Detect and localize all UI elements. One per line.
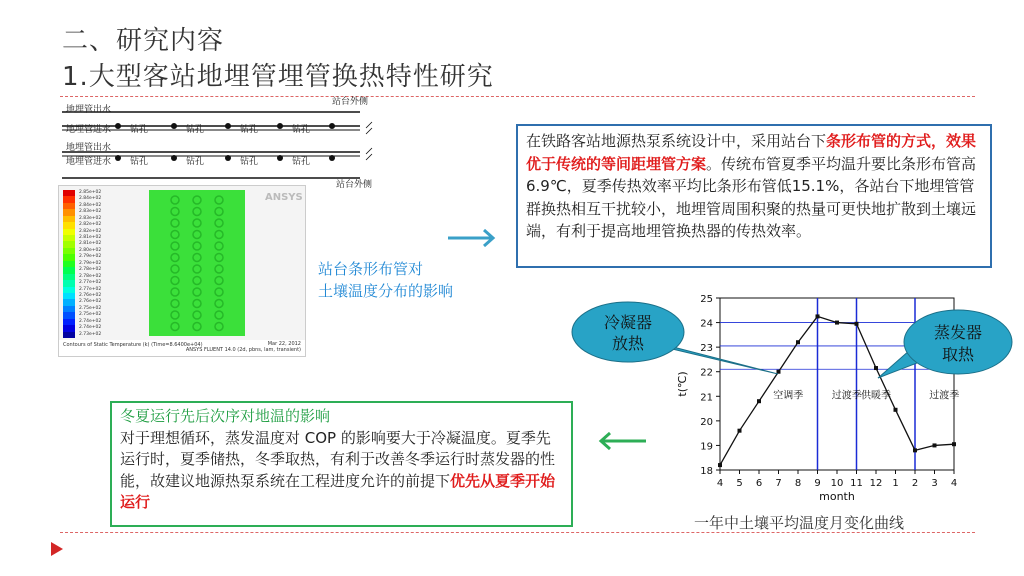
legend-value: 2.79e+02 <box>79 254 102 260</box>
borehole-ring <box>171 323 179 331</box>
slide-title: 1.大型客站地埋管埋管换热特性研究 <box>62 62 494 92</box>
borehole-ring <box>193 311 201 319</box>
borehole-ring <box>193 300 201 308</box>
layout-conclusion-text-2: 。传统布管夏季平均温升要比条形布管高6.9℃，夏季传热效率平均比条形布管低15.1%，各站台下地埋管管群换热相互干扰较小，地埋管周围积聚的热量可更快地扩散到土壤远端，有利于提高地埋管换热器的传热效率。 <box>526 154 977 240</box>
well-label: 钻孔 <box>292 157 311 167</box>
data-point <box>952 442 956 446</box>
borehole-ring <box>193 323 201 331</box>
borehole-ring <box>193 242 201 250</box>
x-tick-label: 12 <box>869 478 883 489</box>
legend-value: 2.82e+02 <box>79 222 102 228</box>
pipe-label-outlet-bottom: 地埋管出水 <box>66 143 112 153</box>
evaporator-callout-line1: 蒸发器 <box>933 323 983 342</box>
borehole-ring <box>215 219 223 227</box>
borehole-ring <box>215 300 223 308</box>
x-tick-label: 2 <box>911 478 919 489</box>
operation-order-text: 对于理想循环，蒸发温度对 COP 的影响要大于冷凝温度。夏季先运行时，夏季储热，冬季取热，有利于改善冬季运行时蒸发器的性能，故建议地源热泵系统在工程进度允许的前提下 <box>120 428 556 490</box>
x-tick-label: 7 <box>775 478 782 489</box>
footer-divider <box>60 532 975 533</box>
x-tick-label: 9 <box>814 478 821 489</box>
y-axis-label: t(℃) <box>676 371 689 397</box>
borehole-ring <box>215 288 223 296</box>
legend-value: 2.75e+02 <box>79 312 102 318</box>
legend-value: 2.78e+02 <box>79 273 102 279</box>
legend-value: 2.85e+02 <box>79 190 102 195</box>
well-label: 钻孔 <box>186 157 205 167</box>
y-tick-label: 18 <box>700 466 713 477</box>
legend-value: 2.81e+02 <box>79 235 102 241</box>
legend-value: 2.79e+02 <box>79 260 102 266</box>
legend-value: 2.81e+02 <box>79 241 102 247</box>
legend-value: 2.83e+02 <box>79 215 102 221</box>
data-point <box>757 399 761 403</box>
condenser-callout-line1: 冷凝器 <box>603 313 653 332</box>
y-tick-label: 19 <box>700 441 713 453</box>
contour-footer <box>59 340 305 356</box>
x-tick-label: 10 <box>830 478 844 489</box>
title-divider <box>60 96 975 97</box>
well-label: 钻孔 <box>186 125 205 135</box>
borehole-ring <box>171 219 179 227</box>
evaporator-callout <box>840 306 1018 386</box>
borehole-ring <box>193 254 201 262</box>
layout-conclusion-box <box>516 124 992 268</box>
y-tick-label: 20 <box>700 416 713 428</box>
evaporator-callout-line2: 取热 <box>941 345 975 364</box>
condenser-callout <box>568 300 788 380</box>
legend-value: 2.78e+02 <box>79 267 102 273</box>
legend-value: 2.75e+02 <box>79 305 102 311</box>
contour-caption <box>318 258 453 302</box>
borehole-ring <box>171 242 179 250</box>
legend-value: 2.76e+02 <box>79 292 102 298</box>
borehole-ring <box>171 208 179 216</box>
borehole-ring <box>193 208 201 216</box>
borehole-ring <box>171 196 179 204</box>
x-tick-label: 8 <box>794 478 802 489</box>
pipe-label-outside-bottom: 站台外侧 <box>336 180 373 190</box>
season-label: 过渡季 <box>929 390 960 402</box>
x-tick-label: 3 <box>931 478 938 489</box>
data-point <box>816 314 820 318</box>
x-tick-label: 4 <box>950 478 958 489</box>
pipe-label-outside-top: 站台外侧 <box>332 97 369 107</box>
borehole-ring <box>215 265 223 273</box>
well-label: 钻孔 <box>130 125 149 135</box>
legend-value: 2.77e+02 <box>79 286 102 292</box>
data-point <box>718 463 722 467</box>
borehole-ring <box>215 208 223 216</box>
y-tick-label: 25 <box>700 294 713 305</box>
data-point <box>913 448 917 452</box>
legend-value: 2.84e+02 <box>79 202 102 208</box>
borehole-ring <box>171 231 179 239</box>
legend-value: 2.73e+02 <box>79 331 102 337</box>
borehole-ring <box>171 288 179 296</box>
legend-value: 2.74e+02 <box>79 325 102 331</box>
legend-value: 2.74e+02 <box>79 318 102 324</box>
contour-caption-line2: 土壤温度分布的影响 <box>318 282 454 300</box>
y-tick-label: 22 <box>700 367 713 379</box>
operation-order-heading: 冬夏运行先后次序对地温的影响 <box>120 407 331 425</box>
pipe-label-inlet-top: 地埋管进水 <box>66 125 112 135</box>
borehole-ring <box>193 231 201 239</box>
temperature-contour-image <box>58 185 306 357</box>
borehole-ring <box>171 265 179 273</box>
borehole-ring <box>215 323 223 331</box>
borehole-ring <box>215 311 223 319</box>
layout-conclusion-highlight: 条形布管的方式，效果优于传统的等间距埋管方案 <box>526 132 977 173</box>
borehole-ring <box>215 254 223 262</box>
borehole-ring <box>171 277 179 285</box>
borehole-ring <box>193 265 201 273</box>
data-point <box>796 340 800 344</box>
x-tick-label: 11 <box>850 478 863 489</box>
borehole-ring <box>171 300 179 308</box>
legend-value: 2.80e+02 <box>79 247 102 253</box>
condenser-callout-line2: 放热 <box>611 334 645 353</box>
contour-caption-line1: 站台条形布管对 <box>318 260 424 278</box>
y-tick-label: 23 <box>700 343 713 355</box>
borehole-ring <box>193 288 201 296</box>
data-point <box>738 429 742 433</box>
operation-order-box <box>110 401 573 527</box>
contour-footer-date: Mar 22, 2012 <box>267 341 301 347</box>
season-label: 过渡季 <box>831 390 862 402</box>
layout-conclusion-text-1: 在铁路客站地源热泵系统设计中，采用站台下 <box>526 132 827 150</box>
pipe-layout-diagram <box>60 97 400 190</box>
borehole-ring <box>215 196 223 204</box>
borehole-ring <box>215 242 223 250</box>
borehole-ring <box>193 196 201 204</box>
borehole-ring <box>215 277 223 285</box>
right-arrow-icon <box>446 227 498 249</box>
x-tick-label: 4 <box>716 478 724 489</box>
x-tick-label: 5 <box>736 478 743 489</box>
borehole-ring <box>171 254 179 262</box>
y-tick-label: 21 <box>700 392 713 404</box>
well-label: 钻孔 <box>130 157 149 167</box>
left-arrow-icon <box>596 430 648 452</box>
well-label: 钻孔 <box>240 157 259 167</box>
legend-value: 2.77e+02 <box>79 280 102 286</box>
data-point <box>933 443 937 447</box>
contour-field-svg <box>149 190 245 336</box>
contour-legend <box>63 190 123 338</box>
x-axis-label: month <box>819 490 855 503</box>
borehole-ring <box>193 277 201 285</box>
season-label: 空调季 <box>773 390 804 402</box>
legend-swatch <box>63 332 75 338</box>
operation-order-highlight: 优先从夏季开始运行 <box>120 471 556 511</box>
legend-value: 2.83e+02 <box>79 209 102 215</box>
x-tick-label: 1 <box>892 478 899 489</box>
legend-value: 2.84e+02 <box>79 196 102 202</box>
borehole-ring <box>193 219 201 227</box>
pipe-label-inlet-bottom: 地埋管进水 <box>66 157 112 167</box>
season-label: 供暖季 <box>861 390 891 402</box>
contour-footer-software: ANSYS FLUENT 14.0 (2d, pbns, lam, transient) <box>185 347 301 353</box>
section-title: 二、研究内容 <box>62 26 225 56</box>
data-point <box>835 321 839 325</box>
well-label: 钻孔 <box>292 125 311 135</box>
ansys-logo: ANSYS <box>265 192 303 203</box>
contour-field <box>149 190 245 336</box>
legend-value: 2.82e+02 <box>79 228 102 234</box>
contour-footer-left: Contours of Static Temperature (k) (Time=8.6400e+04) <box>63 342 203 348</box>
borehole-ring <box>215 231 223 239</box>
play-triangle-icon <box>50 541 64 557</box>
data-point <box>894 408 898 412</box>
y-tick-label: 24 <box>700 318 713 330</box>
x-tick-label: 6 <box>755 478 763 489</box>
well-label: 钻孔 <box>240 125 259 135</box>
legend-value: 2.76e+02 <box>79 299 102 305</box>
borehole-ring <box>171 311 179 319</box>
pipe-label-outlet-top: 地埋管出水 <box>66 105 112 115</box>
chart-title: 一年中土壤平均温度月变化曲线 <box>694 514 905 532</box>
